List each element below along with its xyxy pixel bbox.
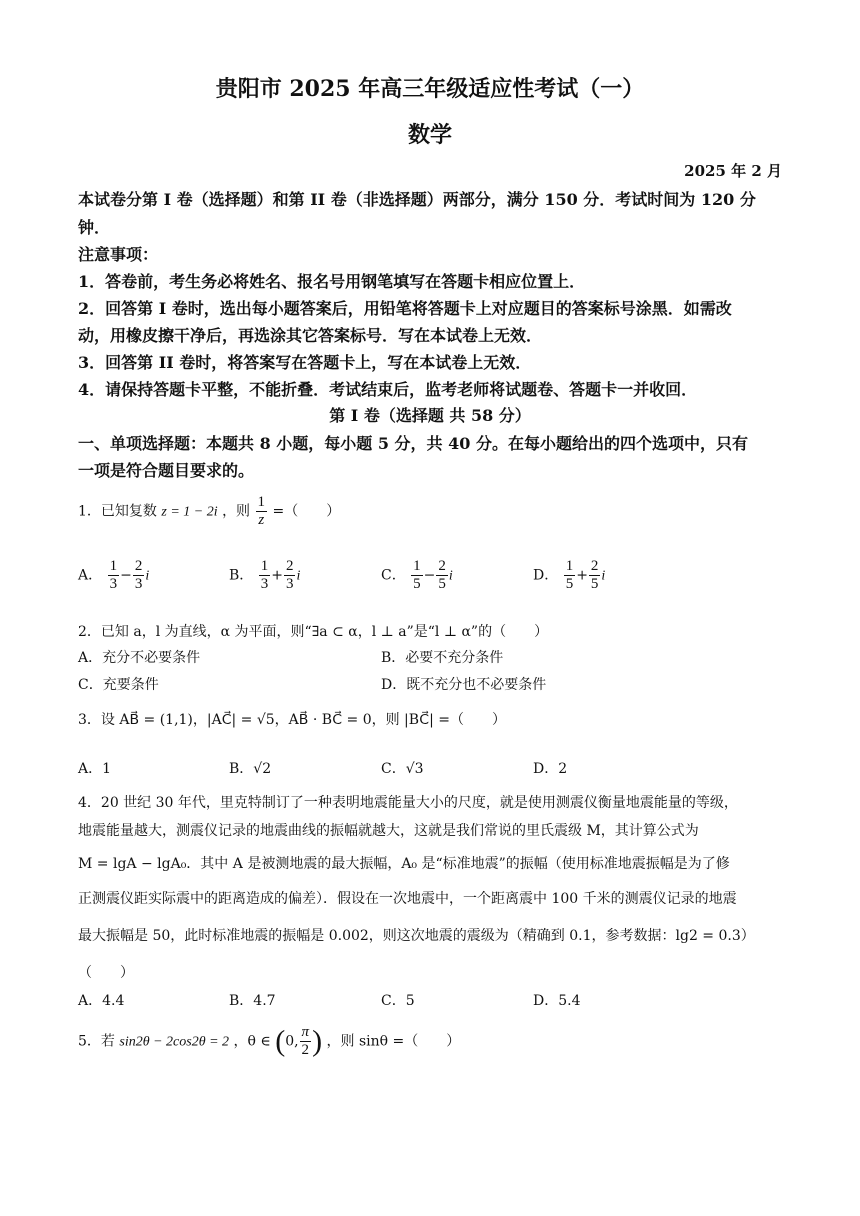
intro-line-2: 钟．	[78, 218, 111, 237]
q5-expr: sin2θ − 2cos2θ = 2	[119, 1034, 230, 1050]
q3-option-d: D．2	[533, 761, 568, 777]
q4-option-d: D．5.4	[533, 993, 581, 1009]
q1-expr: z = 1 − 2i	[161, 504, 218, 520]
section-heading-b: 一项是符合题目要求的。	[78, 461, 255, 480]
q1-d-d2: 5	[590, 576, 599, 592]
q1-d-n2: 2	[590, 558, 599, 574]
q1-d-i: i	[601, 568, 606, 584]
q3-option-b: B．√2	[229, 761, 272, 777]
q1-b-n2: 2	[285, 558, 294, 574]
q1-option-b	[229, 558, 300, 593]
q1-option-c	[381, 558, 453, 593]
q1-d-frac1	[564, 558, 576, 593]
q1-d-op: +	[576, 567, 588, 584]
q5-right-paren: )	[312, 1024, 323, 1058]
question-4-line-6: （ ）	[78, 965, 134, 981]
q1-fraction	[256, 494, 268, 529]
q1-a-d1: 3	[109, 576, 118, 592]
notice-3: 3．回答第 II 卷时，将答案写在答题卡上，写在本试卷上无效．	[78, 353, 532, 372]
q1-a-d2: 3	[134, 576, 143, 592]
question-3-stem: 3．设 AB⃗ = (1,1)，|AC⃗| = √5，AB⃗ · BC⃗ = 0，则 |BC⃗| =（ ）	[78, 712, 506, 728]
exam-title: 贵阳市 2025 年高三年级适应性考试（一）	[215, 76, 645, 102]
question-4-line-5: 最大振幅是 50，此时标准地震的振幅是 0.002，则这次地震的震级为（精确到 0.1，参考数据：lg2 = 0.3）	[78, 928, 755, 944]
q5-mid: ，θ ∈	[233, 1033, 271, 1050]
q1-a-n2: 2	[134, 558, 143, 574]
q1-a-op: −	[120, 567, 132, 584]
notice-4: 4．请保持答题卡平整，不能折叠．考试结束后，监考老师将试题卷、答题卡一并收回．	[78, 380, 698, 399]
q1-suffix: =（ ）	[272, 503, 341, 520]
q2-option-d: D．既不充分也不必要条件	[381, 677, 547, 693]
exam-date: 2025 年 2 月	[684, 162, 782, 180]
q5-prefix: 5．若	[78, 1033, 115, 1050]
q1-b-d2: 3	[285, 576, 294, 592]
q1-mid: ，则	[222, 503, 251, 520]
q5-left-paren: (	[275, 1024, 286, 1058]
q1-b-label: B．	[229, 567, 254, 584]
question-2-stem: 2．已知 a，l 为直线，α 为平面，则“∃a ⊂ α，l ⊥ a”是“l ⊥ α”的（ ）	[78, 624, 549, 640]
q1-b-op: +	[271, 567, 283, 584]
q4-option-a: A．4.4	[78, 993, 125, 1009]
q5-fraction	[300, 1024, 312, 1059]
q5-frac-num: π	[301, 1024, 310, 1040]
q1-c-label: C．	[381, 567, 406, 584]
intro-line-1: 本试卷分第 I 卷（选择题）和第 II 卷（非选择题）两部分，满分 150 分．考试时间为 120 分	[78, 190, 756, 209]
q1-c-d1: 5	[413, 576, 421, 592]
q1-c-i: i	[448, 568, 453, 584]
q1-option-a	[78, 558, 149, 593]
q1-a-label: A．	[78, 567, 103, 584]
notice-2b: 动，用橡皮擦干净后，再选涂其它答案标号．写在本试卷上无效．	[78, 326, 543, 345]
q1-c-frac1	[411, 558, 423, 593]
q1-b-d1: 3	[260, 576, 269, 592]
question-4-line-1: 4．20 世纪 30 年代，里克特制订了一种表明地震能量大小的尺度，就是使用测震仪衡量地震能量的等级，	[78, 795, 738, 811]
q1-a-frac2	[133, 558, 145, 593]
q1-c-frac2	[436, 558, 448, 593]
question-4-line-4: 正测震仪距实际震中的距离造成的偏差）．假设在一次地震中，一个距离震中 100 千米的测震仪记录的地震	[78, 891, 737, 907]
q5-suffix: ，则 sinθ =（ ）	[326, 1033, 461, 1050]
notice-label: 注意事项：	[78, 245, 159, 264]
q3-option-c: C．√3	[381, 761, 424, 777]
q1-c-n2: 2	[438, 558, 446, 574]
question-4-line-2: 地震能量越大，测震仪记录的地震曲线的振幅就越大，这就是我们常说的里氏震级 M，其计算公式为	[78, 823, 699, 839]
question-1-stem	[78, 494, 340, 529]
q2-option-a: A．充分不必要条件	[78, 650, 201, 666]
q1-a-n1: 1	[109, 558, 118, 574]
q1-c-n1: 1	[413, 558, 421, 574]
q1-prefix: 1．已知复数	[78, 503, 157, 520]
section-heading-a: 一、单项选择题：本题共 8 小题，每小题 5 分，共 40 分。在每小题给出的四个选项中，只有	[78, 434, 748, 453]
q5-interval-start: 0,	[285, 1033, 299, 1050]
q1-d-frac2	[589, 558, 601, 593]
q1-d-n1: 1	[565, 558, 574, 574]
q1-c-op: −	[423, 567, 436, 584]
q1-b-frac2	[284, 558, 296, 593]
q3-option-a: A．1	[78, 761, 112, 777]
question-5-stem	[78, 1024, 460, 1059]
q1-b-n1: 1	[260, 558, 269, 574]
q2-option-c: C．充要条件	[78, 677, 159, 693]
q1-d-label: D．	[533, 567, 559, 584]
q5-frac-den: 2	[301, 1042, 310, 1058]
part1-header: 第 I 卷（选择题 共 58 分）	[329, 406, 531, 425]
q1-b-i: i	[296, 568, 301, 584]
q1-c-d2: 5	[438, 576, 446, 592]
q1-frac-num: 1	[257, 494, 266, 510]
q4-option-c: C．5	[381, 993, 415, 1009]
notice-1: 1．答卷前，考生务必将姓名、报名号用钢笔填写在答题卡相应位置上．	[78, 272, 586, 291]
q4-option-b: B．4.7	[229, 993, 276, 1009]
subject-title: 数学	[407, 122, 452, 148]
q1-a-frac1	[108, 558, 120, 593]
q1-frac-den: z	[258, 512, 265, 528]
q1-d-d1: 5	[565, 576, 574, 592]
question-4-line-3: M = lgA − lgA₀．其中 A 是被测地震的最大振幅，A₀ 是“标准地震”的振幅（使用标准地震振幅是为了修	[78, 856, 730, 872]
q2-option-b: B．必要不充分条件	[381, 650, 504, 666]
q1-b-frac1	[259, 558, 271, 593]
q1-option-d	[533, 558, 605, 593]
notice-2a: 2．回答第 I 卷时，选出每小题答案后，用铅笔将答题卡上对应题目的答案标号涂黑．如需改	[78, 299, 732, 318]
q1-a-i: i	[145, 568, 150, 584]
